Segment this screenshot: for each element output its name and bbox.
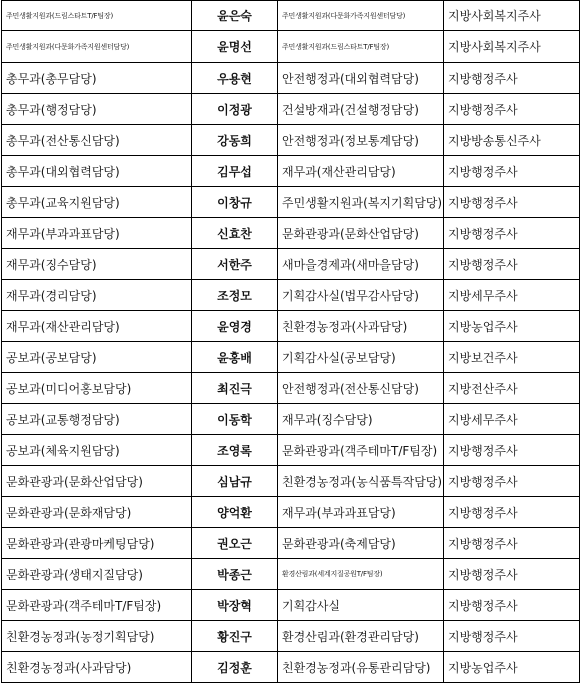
name-cell: 박종근 bbox=[192, 559, 278, 590]
to-department-cell: 주민생활지원과(복지기획담당) bbox=[278, 187, 444, 218]
to-department-cell: 재무과(재산관리담당) bbox=[278, 156, 444, 187]
table-row bbox=[2, 249, 580, 280]
grade-cell: 지방사회복지주사 bbox=[444, 1, 580, 31]
to-department-cell: 문화관광과(축제담당) bbox=[278, 528, 444, 559]
grade-cell: 지방보건주사 bbox=[444, 342, 580, 373]
grade-cell: 지방행정주사 bbox=[444, 559, 580, 590]
grade-cell: 지방행정주사 bbox=[444, 590, 580, 621]
from-department-cell: 공보과(체육지원담당) bbox=[2, 435, 192, 466]
to-department-cell: 주민생활지원과(다문화가족지원센터담당) bbox=[278, 1, 444, 31]
name-cell: 김무섭 bbox=[192, 156, 278, 187]
grade-cell: 지방세무주사 bbox=[444, 404, 580, 435]
from-department-cell: 문화관광과(생태지질담당) bbox=[2, 559, 192, 590]
from-department-cell: 문화관광과(객주테마T/F팀장) bbox=[2, 590, 192, 621]
to-department-cell: 친환경농정과(사과담당) bbox=[278, 311, 444, 342]
from-department-cell: 재무과(징수담당) bbox=[2, 249, 192, 280]
grade-cell: 지방전산주사 bbox=[444, 373, 580, 404]
table-row bbox=[2, 31, 580, 63]
to-department-cell: 건설방재과(건설행정담당) bbox=[278, 94, 444, 125]
table-row bbox=[2, 435, 580, 466]
name-cell: 김정훈 bbox=[192, 652, 278, 683]
to-department-cell: 환경산림과(세계지질공원T/F팀장) bbox=[278, 559, 444, 590]
name-cell: 윤은숙 bbox=[192, 1, 278, 31]
grade-cell: 지방행정주사 bbox=[444, 497, 580, 528]
from-department-cell: 문화관광과(문화재담당) bbox=[2, 497, 192, 528]
to-department-cell: 재무과(징수담당) bbox=[278, 404, 444, 435]
from-department-cell: 공보과(교통행정담당) bbox=[2, 404, 192, 435]
to-department-cell: 안전행정과(대외협력담당) bbox=[278, 63, 444, 94]
table-row bbox=[2, 94, 580, 125]
from-department-cell: 친환경농정과(사과담당) bbox=[2, 652, 192, 683]
from-department-cell: 재무과(부과과표담당) bbox=[2, 218, 192, 249]
name-cell: 최진극 bbox=[192, 373, 278, 404]
table-row bbox=[2, 280, 580, 311]
from-department-cell: 총무과(행정담당) bbox=[2, 94, 192, 125]
grade-cell: 지방행정주사 bbox=[444, 94, 580, 125]
name-cell: 조정모 bbox=[192, 280, 278, 311]
to-department-cell: 문화관광과(문화산업담당) bbox=[278, 218, 444, 249]
name-cell: 강동희 bbox=[192, 125, 278, 156]
name-cell: 박장혁 bbox=[192, 590, 278, 621]
table-row bbox=[2, 63, 580, 94]
from-department-cell: 재무과(경리담당) bbox=[2, 280, 192, 311]
grade-cell: 지방행정주사 bbox=[444, 249, 580, 280]
from-department-cell: 재무과(재산관리담당) bbox=[2, 311, 192, 342]
name-cell: 조영록 bbox=[192, 435, 278, 466]
grade-cell: 지방행정주사 bbox=[444, 435, 580, 466]
to-department-cell: 환경산림과(환경관리담당) bbox=[278, 621, 444, 652]
from-department-cell: 공보과(공보담당) bbox=[2, 342, 192, 373]
name-cell: 신효찬 bbox=[192, 218, 278, 249]
name-cell: 이정광 bbox=[192, 94, 278, 125]
name-cell: 윤명선 bbox=[192, 31, 278, 63]
to-department-cell: 주민생활지원과(드림스타트T/F팀장) bbox=[278, 31, 444, 63]
table-row bbox=[2, 528, 580, 559]
name-cell: 황진구 bbox=[192, 621, 278, 652]
from-department-cell: 총무과(전산통신담당) bbox=[2, 125, 192, 156]
to-department-cell: 문화관광과(객주테마T/F팀장) bbox=[278, 435, 444, 466]
to-department-cell: 기획감사실(법무감사담당) bbox=[278, 280, 444, 311]
to-department-cell: 친환경농정과(유통관리담당) bbox=[278, 652, 444, 683]
table-row bbox=[2, 218, 580, 249]
from-department-cell: 주민생활지원과(다문화가족지원센터담당) bbox=[2, 31, 192, 63]
name-cell: 우용현 bbox=[192, 63, 278, 94]
from-department-cell: 친환경농정과(농정기획담당) bbox=[2, 621, 192, 652]
name-cell: 서한주 bbox=[192, 249, 278, 280]
to-department-cell: 기획감사실(공보담당) bbox=[278, 342, 444, 373]
personnel-table-body bbox=[2, 1, 580, 683]
table-row bbox=[2, 590, 580, 621]
grade-cell: 지방방송통신주사 bbox=[444, 125, 580, 156]
from-department-cell: 문화관광과(문화산업담당) bbox=[2, 466, 192, 497]
grade-cell: 지방행정주사 bbox=[444, 621, 580, 652]
from-department-cell: 총무과(대외협력담당) bbox=[2, 156, 192, 187]
to-department-cell: 새마을경제과(새마을담당) bbox=[278, 249, 444, 280]
from-department-cell: 총무과(교육지원담당) bbox=[2, 187, 192, 218]
table-row bbox=[2, 373, 580, 404]
grade-cell: 지방행정주사 bbox=[444, 218, 580, 249]
from-department-cell: 문화관광과(관광마케팅담당) bbox=[2, 528, 192, 559]
grade-cell: 지방농업주사 bbox=[444, 652, 580, 683]
name-cell: 권오근 bbox=[192, 528, 278, 559]
table-row bbox=[2, 404, 580, 435]
grade-cell: 지방행정주사 bbox=[444, 466, 580, 497]
grade-cell: 지방사회복지주사 bbox=[444, 31, 580, 63]
grade-cell: 지방행정주사 bbox=[444, 528, 580, 559]
table-row bbox=[2, 156, 580, 187]
name-cell: 심남규 bbox=[192, 466, 278, 497]
name-cell: 이창규 bbox=[192, 187, 278, 218]
from-department-cell: 총무과(총무담당) bbox=[2, 63, 192, 94]
personnel-table bbox=[1, 0, 580, 683]
name-cell: 양억환 bbox=[192, 497, 278, 528]
grade-cell: 지방농업주사 bbox=[444, 311, 580, 342]
table-row bbox=[2, 497, 580, 528]
table-row bbox=[2, 342, 580, 373]
to-department-cell: 재무과(부과과표담당) bbox=[278, 497, 444, 528]
grade-cell: 지방행정주사 bbox=[444, 63, 580, 94]
to-department-cell: 기획감사실 bbox=[278, 590, 444, 621]
to-department-cell: 안전행정과(정보통계담당) bbox=[278, 125, 444, 156]
name-cell: 윤홍배 bbox=[192, 342, 278, 373]
table-row bbox=[2, 1, 580, 31]
table-row bbox=[2, 187, 580, 218]
to-department-cell: 안전행정과(전산통신담당) bbox=[278, 373, 444, 404]
table-row bbox=[2, 466, 580, 497]
table-row bbox=[2, 559, 580, 590]
table-row bbox=[2, 125, 580, 156]
from-department-cell: 주민생활지원과(드림스타트T/F팀장) bbox=[2, 1, 192, 31]
grade-cell: 지방행정주사 bbox=[444, 156, 580, 187]
to-department-cell: 친환경농정과(농식품특작담당) bbox=[278, 466, 444, 497]
grade-cell: 지방세무주사 bbox=[444, 280, 580, 311]
from-department-cell: 공보과(미디어홍보담당) bbox=[2, 373, 192, 404]
table-row bbox=[2, 621, 580, 652]
name-cell: 이동학 bbox=[192, 404, 278, 435]
table-row bbox=[2, 311, 580, 342]
name-cell: 윤영경 bbox=[192, 311, 278, 342]
grade-cell: 지방행정주사 bbox=[444, 187, 580, 218]
